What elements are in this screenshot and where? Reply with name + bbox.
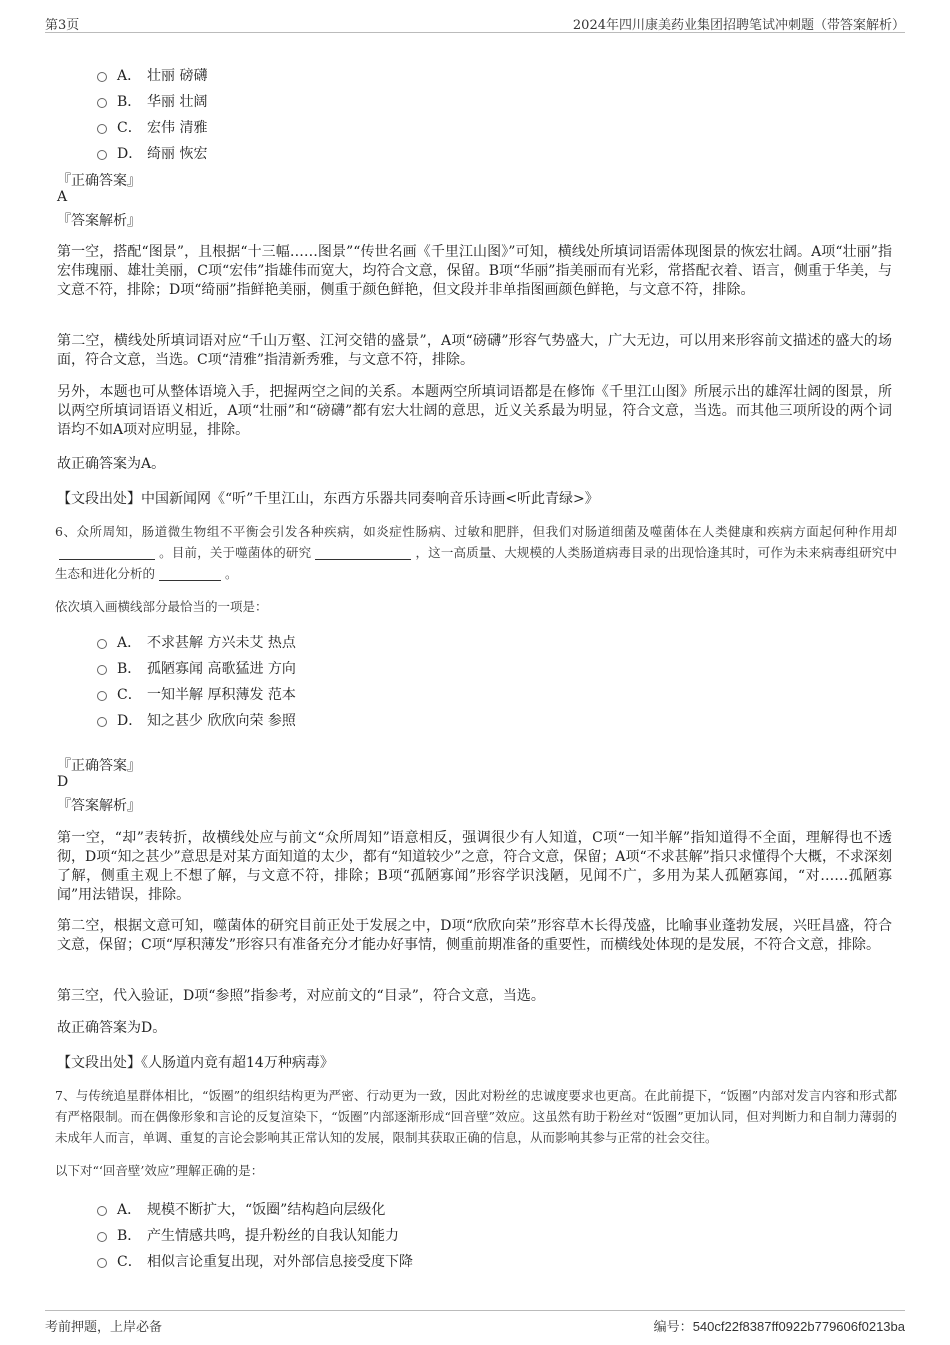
radio-icon[interactable]: [97, 124, 107, 134]
radio-icon[interactable]: [97, 665, 107, 675]
page-footer: [45, 1310, 905, 1339]
radio-icon[interactable]: [97, 72, 107, 82]
radio-icon[interactable]: [97, 1206, 107, 1216]
q5-analysis-conclusion: 故正确答案为A。: [57, 456, 166, 472]
q5-option-c[interactable]: C． 宏伟 清雅: [97, 117, 207, 137]
q5-option-b[interactable]: B． 华丽 壮阔: [97, 91, 207, 111]
radio-icon[interactable]: [97, 691, 107, 701]
radio-icon[interactable]: [97, 639, 107, 649]
q5-analysis-paragraph: 第一空，搭配“图景”，且根据“十三幅……图景”“传世名画《千里江山图》”可知，横线处所填词语需体现图景的恢宏壮阔。A项“壮丽”指宏伟瑰丽、雄壮美丽，C项“宏伟”指雄伟而宽大，均符合文意，保留。B项“华丽”指美丽而有光彩，常搭配衣着、语言，侧重于华美，与文意不符，排除；D项“绮丽”指鲜艳美丽，侧重于颜色鲜艳，但文段并非单指图画颜色鲜艳，与文意不符，排除。: [57, 244, 892, 298]
page-header: [45, 10, 905, 33]
footer-code: 编号：540cf22f8387ff0922b779606f0213ba: [653, 1319, 905, 1335]
q6-source: 【文段出处】《人肠道内竟有超14万种病毒》: [57, 1055, 334, 1071]
blank-2: [315, 545, 411, 560]
q5-answer-label: 『正确答案』: [57, 173, 141, 189]
document-title: 2024年四川康美药业集团招聘笔试冲刺题（带答案解析）: [572, 18, 905, 33]
q5-option-d[interactable]: D． 绮丽 恢宏: [97, 143, 207, 163]
q6-answer-label: 『正确答案』: [57, 758, 141, 774]
q6-option-c[interactable]: C． 一知半解 厚积薄发 范本: [97, 684, 296, 704]
q6-option-d[interactable]: D． 知之甚少 欣欣向荣 参照: [97, 710, 296, 730]
q6-answer: D: [57, 774, 69, 790]
q7-prompt: 以下对“‘回音壁’效应”理解正确的是：: [55, 1163, 264, 1178]
q6-analysis-paragraph: 第二空，根据文意可知，噬菌体的研究目前正处于发展之中，D项“欣欣向荣”形容草木长得茂盛，比喻事业蓬勃发展，兴旺昌盛，符合文意，保留；C项“厚积薄发”形容只有准备充分才能办好事情，侧重前期准备的重要性，而横线处体现的是发展，不符合文意，排除。: [57, 918, 892, 953]
blank-3: [159, 566, 221, 581]
q7-stem: 7、与传统追星群体相比，“饭圈”的组织结构更为严密、行动更为一致，因此对粉丝的忠诚度要求也更高。在此前提下，“饭圈”内部对发言内容和形式都有严格限制。而在偶像形象和言论的反复渲染下，“饭圈”内部逐渐形成“回音壁”效应。这虽然有助于粉丝对“饭圈”更加认同，但对判断力和自制力薄弱的未成年人而言，单调、重复的言论会影响其正常认知的发展，限制其获取正确的信息，从而影响其参与正常的社会交往。: [55, 1088, 897, 1145]
q5-option-a[interactable]: A． 壮丽 磅礴: [97, 65, 207, 85]
q6-analysis-paragraph: 第一空，“却”表转折，故横线处应与前文“众所周知”语意相反，强调很少有人知道，C项“一知半解”指知道得不全面，理解得也不透彻，D项“知之甚少”意思是对某方面知道的太少，都有“知道较少”之意，符合文意，保留；A项“不求甚解”指只求懂得个大概，不求深刻了解，侧重主观上不想了解，与文意不符，排除；B项“孤陋寡闻”形容学识浅陋，见闻不广，多用为某人孤陋寡闻，“对……孤陋寡闻”用法错误，排除。: [57, 830, 892, 903]
q7-option-a[interactable]: A． 规模不断扩大，“饭圈”结构趋向层级化: [97, 1199, 385, 1219]
page-number: 第3页: [45, 18, 80, 33]
q5-analysis-label: 『答案解析』: [57, 213, 141, 229]
q7-option-b[interactable]: B． 产生情感共鸣，提升粉丝的自我认知能力: [97, 1225, 399, 1245]
q6-analysis-label: 『答案解析』: [57, 798, 141, 814]
radio-icon[interactable]: [97, 98, 107, 108]
q5-analysis-paragraph: 另外，本题也可从整体语境入手，把握两空之间的关系。本题两空所填词语都是在修饰《千里江山图》所展示出的雄浑壮阔的图景，所以两空所填词语语义相近，A项“壮丽”和“磅礴”都有宏大壮阔的意思，近义关系最为明显，符合文意，当选。而其他三项所设的两个词语均不如A项对应明显，排除。: [57, 384, 892, 438]
radio-icon[interactable]: [97, 717, 107, 727]
radio-icon[interactable]: [97, 1258, 107, 1268]
q6-option-a[interactable]: A． 不求甚解 方兴未艾 热点: [97, 632, 296, 652]
document-code: 540cf22f8387ff0922b779606f0213ba: [692, 1319, 905, 1334]
blank-1: [59, 545, 155, 560]
q6-option-b[interactable]: B． 孤陋寡闻 高歌猛进 方向: [97, 658, 296, 678]
q5-source: 【文段出处】中国新闻网《“听”千里江山，东西方乐器共同奏响音乐诗画<听此青绿>》: [57, 491, 599, 507]
q7-option-c[interactable]: C． 相似言论重复出现，对外部信息接受度下降: [97, 1251, 413, 1271]
radio-icon[interactable]: [97, 1232, 107, 1242]
q6-analysis-paragraph: 第三空，代入验证，D项“参照”指参考，对应前文的“目录”，符合文意，当选。: [57, 988, 545, 1004]
radio-icon[interactable]: [97, 150, 107, 160]
q6-prompt: 依次填入画横线部分最恰当的一项是：: [55, 599, 268, 614]
q6-stem: 6、众所周知，肠道微生物组不平衡会引发各种疾病，如炎症性肠病、过敏和肥胖，但我们对肠道细菌及噬菌体在人类健康和疾病方面起何种作用却。目前，关于噬菌体的研究 ，这一高质量、大规模的人类肠道病毒目录的出现恰逢其时，可作为未来病毒组研究中生态和进化分析的 。: [55, 524, 897, 581]
q5-analysis-paragraph: 第二空，横线处所填词语对应“千山万壑、江河交错的盛景”，A项“磅礴”形容气势盛大，广大无边，可以用来形容前文描述的盛大的场面，符合文意，当选。C项“清雅”指清新秀雅，与文意不符，排除。: [57, 333, 892, 368]
footer-slogan: 考前押题，上岸必备: [45, 1320, 163, 1335]
q5-answer: A: [57, 189, 68, 205]
q6-analysis-conclusion: 故正确答案为D。: [57, 1020, 167, 1036]
